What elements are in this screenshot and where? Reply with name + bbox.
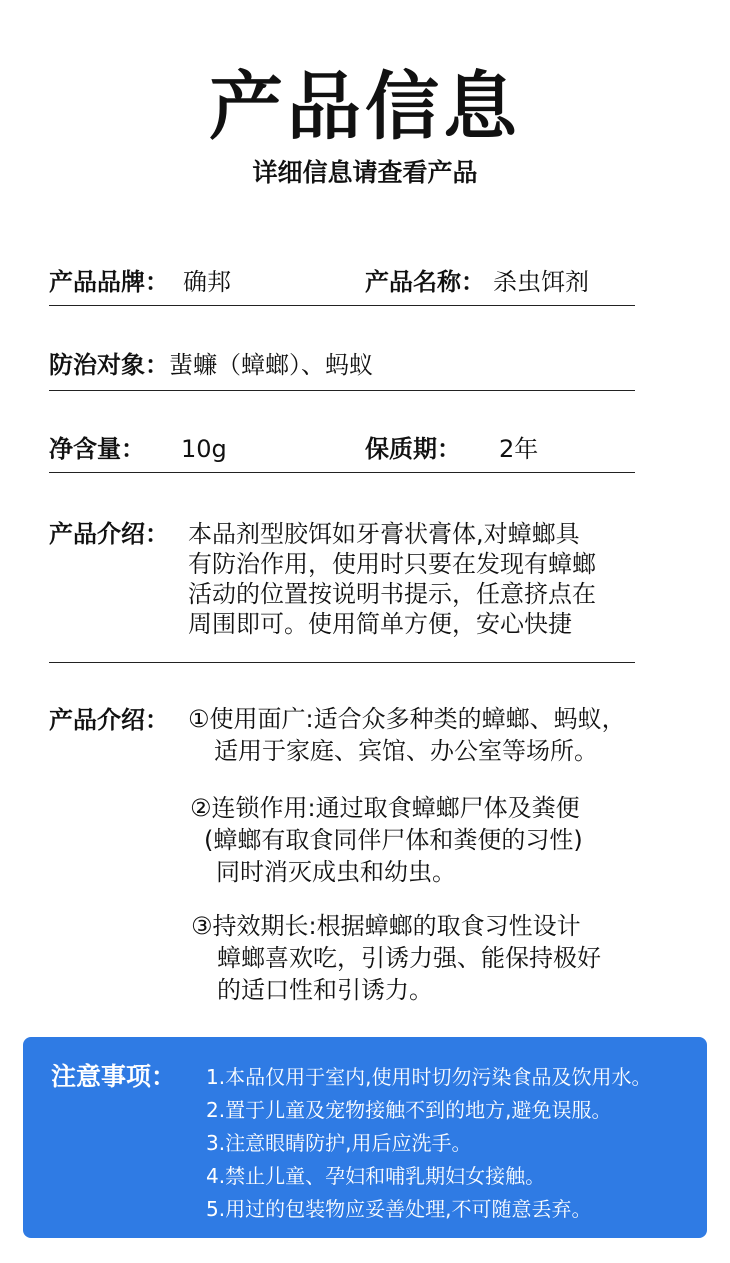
notice-item: 4.禁止儿童、孕妇和哺乳期妇女接触。	[206, 1164, 546, 1188]
shelf-life-field	[365, 432, 538, 466]
notice-item: 2.置于儿童及宠物接触不到的地方,避免误服。	[206, 1098, 612, 1122]
divider	[49, 472, 635, 473]
product-name-label: 产品名称：	[365, 268, 485, 296]
target-value: 蜚蠊（蟑螂）、蚂蚁	[169, 351, 373, 379]
intro-line: 周围即可。使用简单方便，安心快捷	[188, 610, 572, 638]
page-title: 产品信息	[209, 64, 521, 150]
feature-line: (蟑螂有取食同伴尸体和粪便的习性)	[204, 826, 583, 854]
intro-line: 有防治作用，使用时只要在发现有蟑螂	[188, 550, 596, 578]
feature-line: ③持效期长:根据蟑螂的取食习性设计	[191, 912, 581, 940]
notice-item: 5.用过的包装物应妥善处理,不可随意丢弃。	[206, 1197, 592, 1221]
target-field	[49, 348, 373, 382]
notice-title: 注意事项：	[51, 1062, 177, 1091]
shelf-life-value: 2年	[499, 435, 539, 463]
net-content-value: 10g	[181, 435, 227, 463]
intro-line: 本品剂型胶饵如牙膏状膏体,对蟑螂具	[188, 520, 580, 548]
feature-item-1	[188, 703, 626, 767]
notice-list	[206, 1061, 651, 1226]
brand-label: 产品品牌：	[49, 268, 169, 296]
product-name-value: 杀虫饵剂	[493, 268, 589, 296]
net-content-label: 净含量：	[49, 435, 145, 463]
notice-box	[23, 1037, 707, 1238]
target-label: 防治对象：	[49, 351, 169, 379]
divider	[49, 305, 635, 306]
intro-line: 活动的位置按说明书提示，任意挤点在	[188, 580, 596, 608]
net-content-field	[49, 432, 227, 466]
brand-value: 确邦	[183, 268, 231, 296]
intro-label: 产品介绍：	[49, 520, 169, 548]
product-name-field	[365, 265, 589, 299]
feature-line: 的适口性和引诱力。	[217, 976, 433, 1004]
notice-item: 3.注意眼睛防护,用后应洗手。	[206, 1131, 472, 1155]
brand-field	[49, 265, 231, 299]
divider	[49, 662, 635, 663]
notice-item: 1.本品仅用于室内,使用时切勿污染食品及饮用水。	[206, 1065, 652, 1089]
feature-line: ②连锁作用:通过取食蟑螂尸体及粪便	[190, 794, 580, 822]
feature-item-2	[190, 792, 583, 888]
feature-line: 适用于家庭、宾馆、办公室等场所。	[214, 737, 598, 765]
features-label: 产品介绍：	[49, 706, 169, 734]
feature-line: ①使用面广:适合众多种类的蟑螂、蚂蚁，	[188, 705, 626, 733]
shelf-life-label: 保质期：	[365, 435, 461, 463]
page-subtitle: 详细信息请查看产品	[252, 158, 478, 187]
feature-line: 同时消灭成虫和幼虫。	[216, 858, 456, 886]
feature-item-3	[191, 910, 601, 1006]
divider	[49, 390, 635, 391]
intro-text	[188, 519, 668, 639]
feature-line: 蟑螂喜欢吃，引诱力强、能保持极好	[217, 944, 601, 972]
